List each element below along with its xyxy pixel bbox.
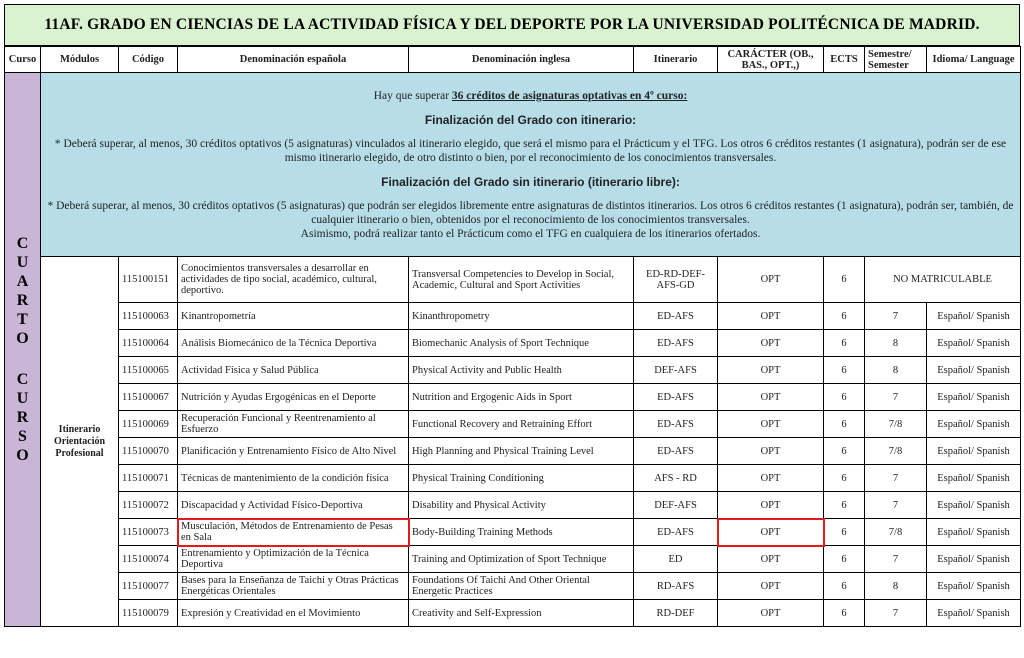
cell-denominacion-en: Nutrition and Ergogenic Aids in Sport xyxy=(409,384,634,411)
cell-ects: 6 xyxy=(824,519,865,546)
cell-ects: 6 xyxy=(824,384,865,411)
header-row xyxy=(5,47,1021,73)
cell-idioma: Español/ Spanish xyxy=(927,357,1021,384)
info-intro-emphasis: 36 créditos de asignaturas optativas en 4º curso: xyxy=(451,89,688,102)
cell-codigo: 115100067 xyxy=(119,384,178,411)
header-semestre: Semestre/ Semester xyxy=(865,47,927,73)
header-ects: ECTS xyxy=(824,47,865,73)
cell-semestre: 7 xyxy=(865,546,927,573)
cell-semestre: 7/8 xyxy=(865,411,927,438)
cell-semestre: 7 xyxy=(865,492,927,519)
cell-denominacion-es: Técnicas de mantenimiento de la condición física xyxy=(178,465,409,492)
cell-semestre: 7/8 xyxy=(865,519,927,546)
header-caracter: CARÁCTER (OB., BAS., OPT.,) xyxy=(718,47,824,73)
table-row xyxy=(5,411,1021,438)
cell-denominacion-en: Physical Activity and Public Health xyxy=(409,357,634,384)
cell-semestre: 8 xyxy=(865,357,927,384)
cell-denominacion-es: Discapacidad y Actividad Físico-Deportiva xyxy=(178,492,409,519)
cell-denominacion-es: Análisis Biomecánico de la Técnica Deportiva xyxy=(178,330,409,357)
curso-letter: T xyxy=(17,311,28,328)
table-row xyxy=(5,600,1021,627)
curso-letter: R xyxy=(16,409,29,426)
curso-letter: R xyxy=(16,292,29,309)
cell-denominacion-en: High Planning and Physical Training Level xyxy=(409,438,634,465)
table-row xyxy=(5,330,1021,357)
table-row xyxy=(5,257,1021,303)
cell-ects: 6 xyxy=(824,600,865,627)
cell-ects: 6 xyxy=(824,303,865,330)
cell-denominacion-en: Creativity and Self-Expression xyxy=(409,600,634,627)
cell-codigo: 115100073 xyxy=(119,519,178,546)
cell-codigo: 115100074 xyxy=(119,546,178,573)
cell-denominacion-es: Planificación y Entrenamiento Físico de Alto Nivel xyxy=(178,438,409,465)
cell-caracter: OPT xyxy=(718,357,824,384)
info-paragraph-1: * Deberá superar, al menos, 30 créditos optativos (5 asignaturas) vinculados al itinerario elegido, que será el mismo para el Prácticum y el TFG. Los otros 6 créditos restantes (1 asignatura), podrán ser de ese mismo itinerario elegido, de otro distinto o bien, por el reconocimiento de los conocimientos transversales. xyxy=(54,137,1007,164)
cell-denominacion-es: Conocimientos transversales a desarrollar en actividades de tipo social, académico, cultural, deportivo. xyxy=(178,257,409,303)
cell-denominacion-en: Functional Recovery and Retraining Effort xyxy=(409,411,634,438)
info-row xyxy=(5,73,1021,257)
cell-ects: 6 xyxy=(824,492,865,519)
header-itinerario: Itinerario xyxy=(634,47,718,73)
cell-codigo: 115100070 xyxy=(119,438,178,465)
cell-denominacion-es: Recuperación Funcional y Reentrenamiento al Esfuerzo xyxy=(178,411,409,438)
cell-no-matriculable: NO MATRICULABLE xyxy=(865,257,1021,303)
cell-caracter: OPT xyxy=(718,465,824,492)
cell-codigo: 115100064 xyxy=(119,330,178,357)
cell-semestre: 8 xyxy=(865,573,927,600)
curso-letter: U xyxy=(16,254,29,271)
curso-letter: O xyxy=(16,330,29,347)
cell-ects: 6 xyxy=(824,573,865,600)
cell-codigo: 115100079 xyxy=(119,600,178,627)
cell-ects: 6 xyxy=(824,330,865,357)
cell-codigo: 115100069 xyxy=(119,411,178,438)
cell-caracter: OPT xyxy=(718,303,824,330)
cell-codigo: 115100151 xyxy=(119,257,178,303)
table-row xyxy=(5,573,1021,600)
cell-itinerario: RD-DEF xyxy=(634,600,718,627)
cell-denominacion-en: Disability and Physical Activity xyxy=(409,492,634,519)
cell-denominacion-es: Bases para la Enseñanza de Taichi y Otras Prácticas Energéticas Orientales xyxy=(178,573,409,600)
cell-itinerario: ED-AFS xyxy=(634,303,718,330)
cell-denominacion-es: Actividad Física y Salud Pública xyxy=(178,357,409,384)
cell-caracter: OPT xyxy=(718,438,824,465)
cell-caracter: OPT xyxy=(718,600,824,627)
header-modulos: Módulos xyxy=(41,47,119,73)
cell-idioma: Español/ Spanish xyxy=(927,492,1021,519)
cell-denominacion-es: Nutrición y Ayudas Ergogénicas en el Deporte xyxy=(178,384,409,411)
info-panel xyxy=(41,73,1021,257)
info-heading-without-itinerary: Finalización del Grado sin itinerario (itinerario libre): xyxy=(381,174,680,189)
table-row xyxy=(5,546,1021,573)
cell-caracter: OPT xyxy=(718,257,824,303)
cell-semestre: 7 xyxy=(865,303,927,330)
header-idioma: Idioma/ Language xyxy=(927,47,1021,73)
cell-itinerario: ED-AFS xyxy=(634,330,718,357)
header-denominacion-en: Denominación inglesa xyxy=(409,47,634,73)
cell-denominacion-en: Biomechanic Analysis of Sport Technique xyxy=(409,330,634,357)
curso-label xyxy=(5,73,41,627)
info-paragraph-2: * Deberá superar, al menos, 30 créditos optativos (5 asignaturas) que podrán ser elegidos libremente entre asignaturas de distintos itinerarios. Los otros 6 créditos restantes (1 asignatura), podrán ser, también, de cualquier itinerario o bien, obtenidos por el reconocimiento de los conocimientos transversales. xyxy=(47,199,1014,226)
module-name: Itinerario Orientación Profesional xyxy=(41,257,119,627)
cell-denominacion-es: Kinantropometría xyxy=(178,303,409,330)
info-paragraph-3: Asimismo, podrá realizar tanto el Prácticum como el TFG en cualquiera de los itinerarios ofertados. xyxy=(300,227,761,240)
header-curso: Curso xyxy=(5,47,41,73)
curso-letter: A xyxy=(16,273,29,290)
curso-letter: S xyxy=(18,428,27,445)
cell-itinerario: DEF-AFS xyxy=(634,357,718,384)
page-title: 11AF. GRADO EN CIENCIAS DE LA ACTIVIDAD FÍSICA Y DEL DEPORTE POR LA UNIVERSIDAD POLITÉCNICA DE MADRID. xyxy=(4,4,1020,46)
cell-ects: 6 xyxy=(824,357,865,384)
cell-idioma: Español/ Spanish xyxy=(927,384,1021,411)
cell-itinerario: ED-AFS xyxy=(634,438,718,465)
cell-idioma: Español/ Spanish xyxy=(927,546,1021,573)
cell-semestre: 7 xyxy=(865,600,927,627)
cell-codigo: 115100065 xyxy=(119,357,178,384)
cell-caracter: OPT xyxy=(718,411,824,438)
cell-caracter: OPT xyxy=(718,546,824,573)
cell-itinerario: ED xyxy=(634,546,718,573)
cell-semestre: 7/8 xyxy=(865,438,927,465)
cell-itinerario: ED-AFS xyxy=(634,519,718,546)
info-heading-with-itinerary: Finalización del Grado con itinerario: xyxy=(424,112,637,127)
cell-idioma: Español/ Spanish xyxy=(927,573,1021,600)
table-row xyxy=(5,465,1021,492)
cell-idioma: Español/ Spanish xyxy=(927,411,1021,438)
table-row xyxy=(5,384,1021,411)
cell-caracter: OPT xyxy=(718,384,824,411)
cell-itinerario: ED-AFS xyxy=(634,384,718,411)
cell-ects: 6 xyxy=(824,411,865,438)
header-denominacion-es: Denominación española xyxy=(178,47,409,73)
cell-ects: 6 xyxy=(824,465,865,492)
table-row xyxy=(5,438,1021,465)
cell-caracter: OPT xyxy=(718,492,824,519)
cell-denominacion-en: Kinanthropometry xyxy=(409,303,634,330)
cell-codigo: 115100063 xyxy=(119,303,178,330)
cell-idioma: Español/ Spanish xyxy=(927,600,1021,627)
cell-denominacion-en: Physical Training Conditioning xyxy=(409,465,634,492)
info-intro-prefix: Hay que superar xyxy=(373,89,452,102)
cell-itinerario: RD-AFS xyxy=(634,573,718,600)
cell-itinerario: ED-RD-DEF-AFS-GD xyxy=(634,257,718,303)
curso-letter: O xyxy=(16,447,29,464)
cell-idioma: Español/ Spanish xyxy=(927,438,1021,465)
table-row xyxy=(5,357,1021,384)
course-table xyxy=(4,46,1021,627)
table-row xyxy=(5,492,1021,519)
cell-ects: 6 xyxy=(824,438,865,465)
cell-idioma: Español/ Spanish xyxy=(927,519,1021,546)
cell-semestre: 7 xyxy=(865,384,927,411)
cell-denominacion-en: Body-Building Training Methods xyxy=(409,519,634,546)
cell-codigo: 115100072 xyxy=(119,492,178,519)
table-row xyxy=(5,303,1021,330)
cell-idioma: Español/ Spanish xyxy=(927,330,1021,357)
table-row xyxy=(5,519,1021,546)
info-intro xyxy=(47,89,1014,103)
course-sheet xyxy=(4,4,1020,627)
cell-denominacion-es: Musculación, Métodos de Entrenamiento de Pesas en Sala xyxy=(178,519,409,546)
cell-idioma: Español/ Spanish xyxy=(927,303,1021,330)
cell-caracter: OPT xyxy=(718,573,824,600)
cell-denominacion-es: Entrenamiento y Optimización de la Técnica Deportiva xyxy=(178,546,409,573)
cell-ects: 6 xyxy=(824,546,865,573)
cell-codigo: 115100071 xyxy=(119,465,178,492)
cell-semestre: 7 xyxy=(865,465,927,492)
cell-caracter: OPT xyxy=(718,519,824,546)
curso-letter: U xyxy=(16,390,29,407)
cell-itinerario: ED-AFS xyxy=(634,411,718,438)
cell-codigo: 115100077 xyxy=(119,573,178,600)
curso-vertical-text xyxy=(5,234,40,465)
curso-letter: C xyxy=(16,235,29,252)
cell-denominacion-es: Expresión y Creatividad en el Movimiento xyxy=(178,600,409,627)
cell-idioma: Español/ Spanish xyxy=(927,465,1021,492)
cell-denominacion-en: Foundations Of Taichi And Other Oriental Energetic Practices xyxy=(409,573,634,600)
cell-denominacion-en: Training and Optimization of Sport Technique xyxy=(409,546,634,573)
header-codigo: Código xyxy=(119,47,178,73)
cell-caracter: OPT xyxy=(718,330,824,357)
cell-denominacion-en: Transversal Competencies to Develop in Social, Academic, Cultural and Sport Activities xyxy=(409,257,634,303)
cell-itinerario: DEF-AFS xyxy=(634,492,718,519)
cell-ects: 6 xyxy=(824,257,865,303)
cell-itinerario: AFS - RD xyxy=(634,465,718,492)
cell-semestre: 8 xyxy=(865,330,927,357)
curso-letter: C xyxy=(16,371,29,388)
